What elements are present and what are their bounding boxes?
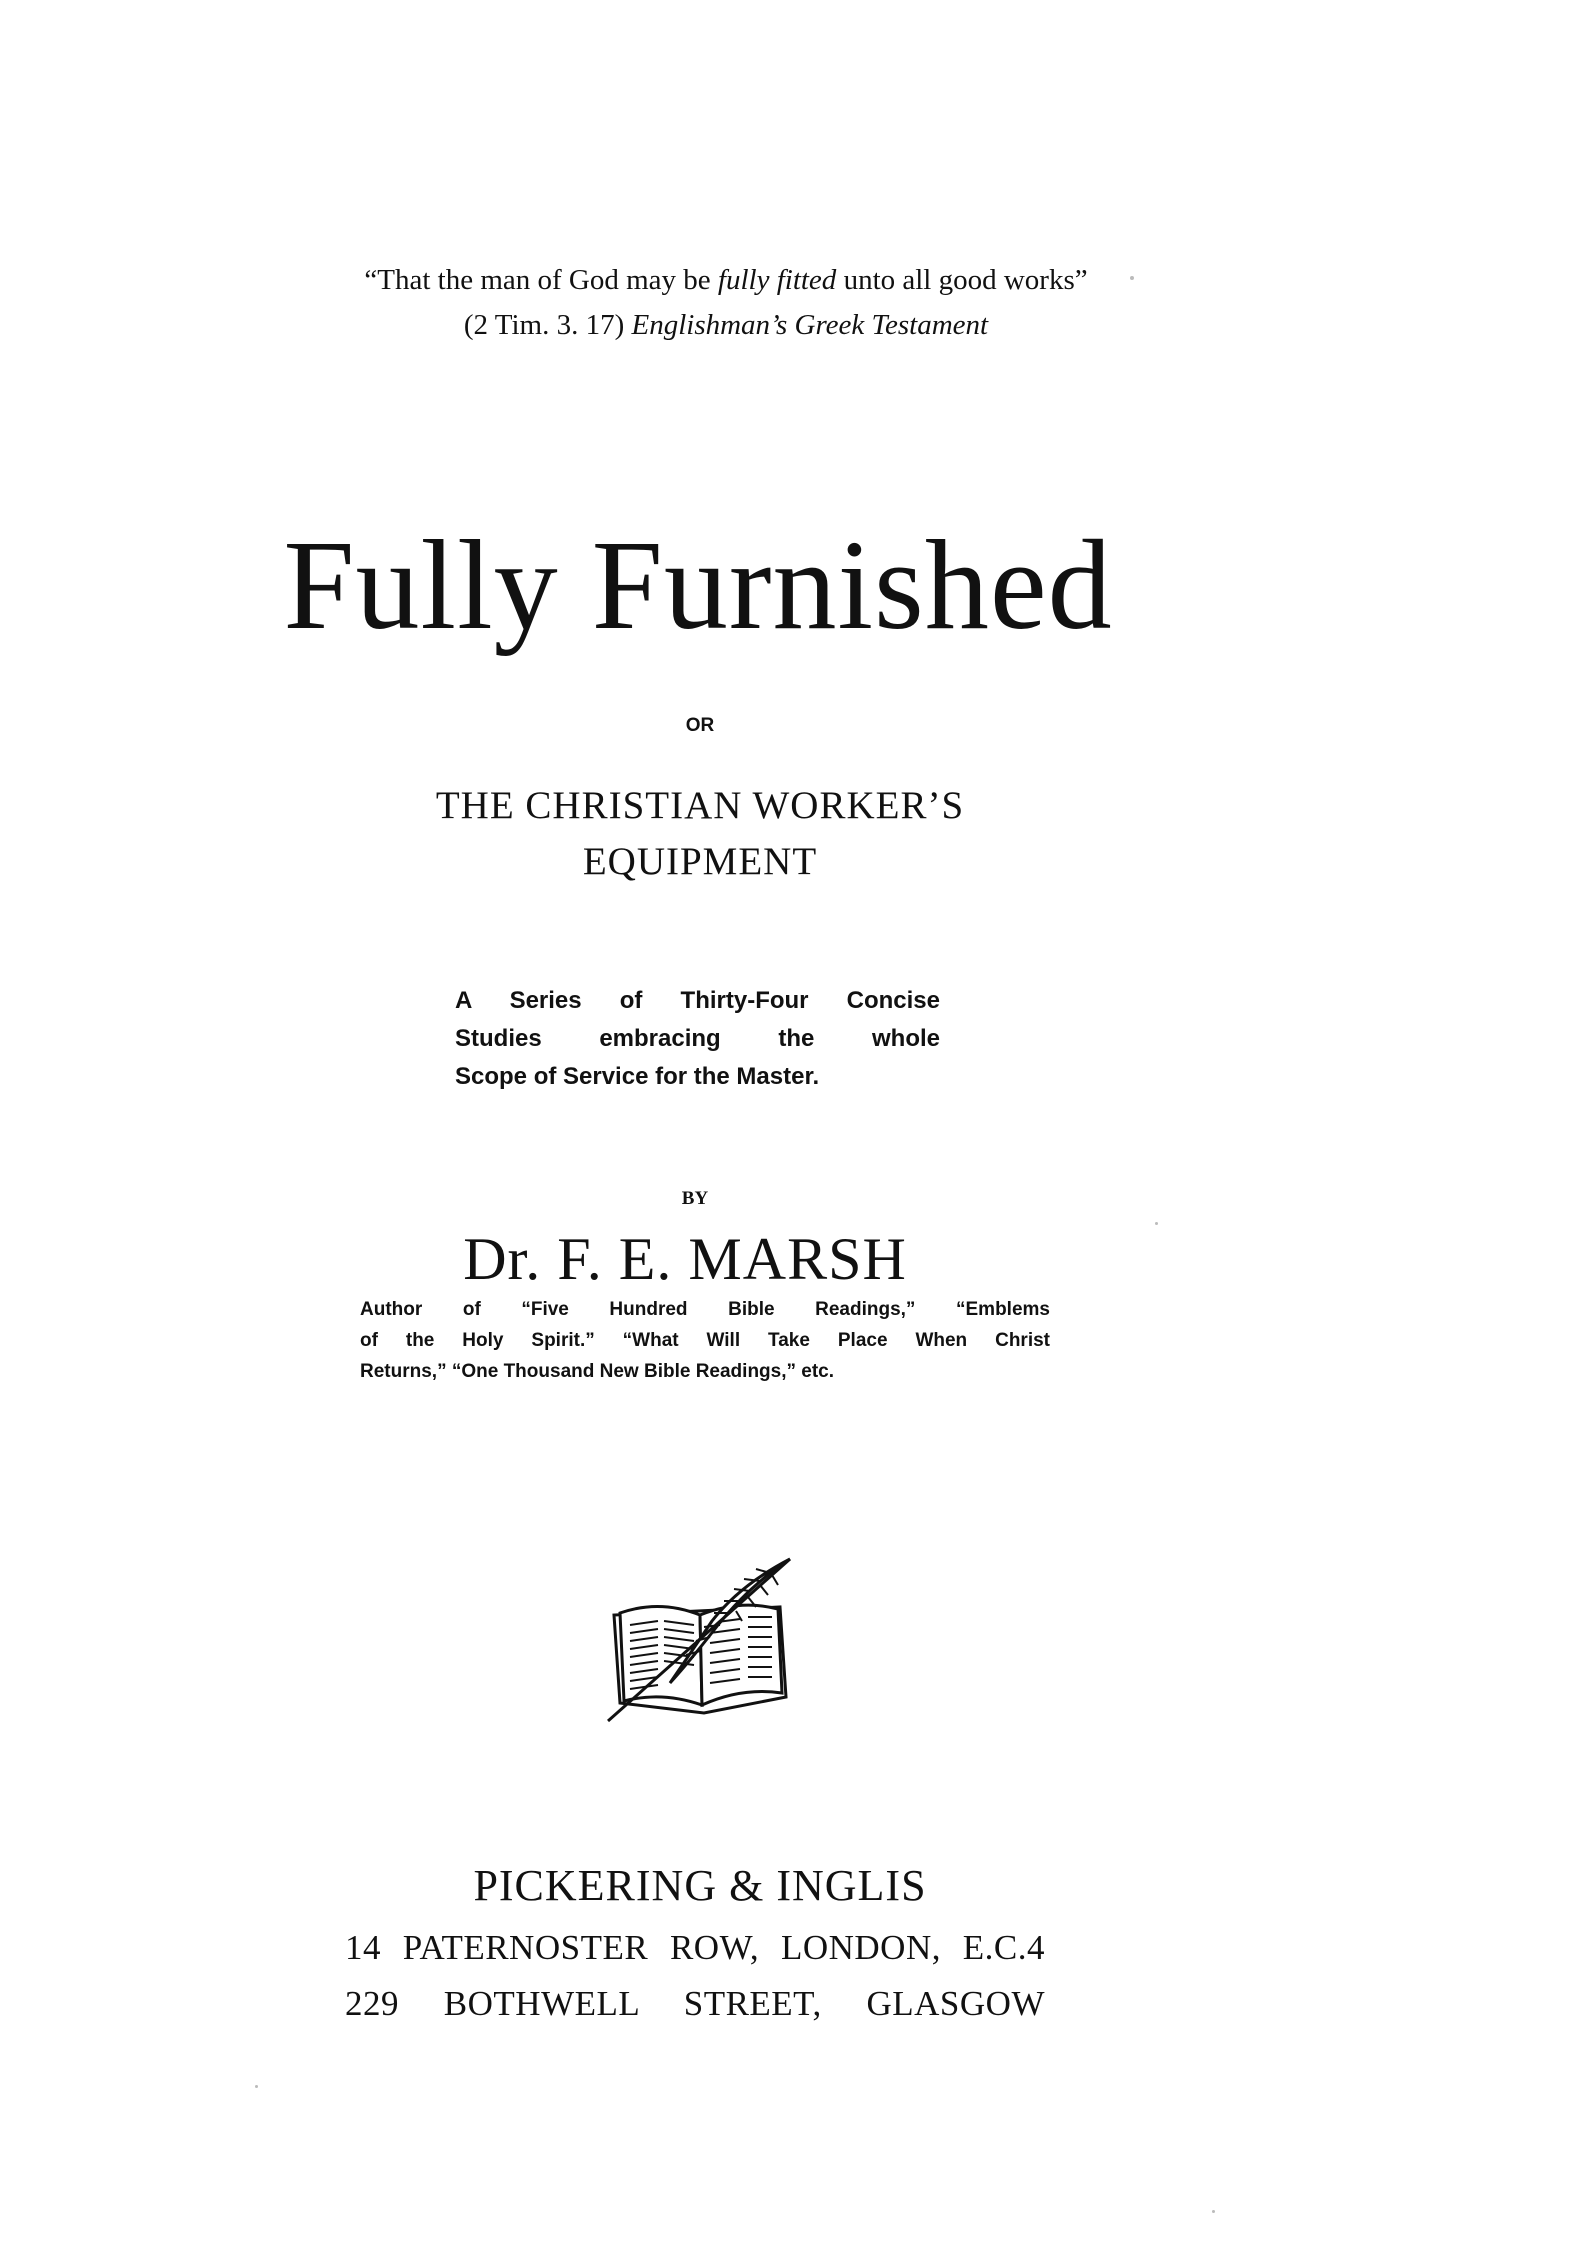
publisher-address-1: 14 PATERNOSTER ROW, LONDON, E.C.4 xyxy=(345,1928,1045,1967)
scan-speck xyxy=(1130,276,1134,280)
epigraph-line-2 xyxy=(226,303,1226,348)
author-works-line-2: of the Holy Spirit.” “What Will Take Place When Christ xyxy=(360,1330,1050,1351)
description-line-1: A Series of Thirty-Four Concise xyxy=(455,987,940,1014)
description-line-3: Scope of Service for the Master. xyxy=(455,1063,820,1090)
book-title: Fully Furnished xyxy=(283,514,1113,656)
epigraph-text: “That the man of God may be xyxy=(364,264,718,296)
scan-speck xyxy=(1155,1222,1158,1225)
author-works-line-3: Returns,” “One Thousand New Bible Readings,” etc. xyxy=(360,1361,835,1382)
description-line-2: Studies embracing the whole xyxy=(455,1025,940,1052)
scan-speck xyxy=(255,2085,258,2088)
publisher-address-2: 229 BOTHWELL STREET, GLASGOW xyxy=(345,1984,1045,2023)
epigraph-reference: (2 Tim. 3. 17) xyxy=(463,309,632,341)
by-label: BY xyxy=(681,1188,709,1209)
publisher-name: PICKERING & INGLIS xyxy=(473,1861,927,1910)
author-works-line-1: Author of “Five Hundred Bible Readings,” “Emblems xyxy=(360,1299,1050,1320)
book-subtitle xyxy=(340,778,1060,890)
epigraph xyxy=(226,258,1226,348)
author-name: Dr. F. E. MARSH xyxy=(463,1226,907,1292)
subtitle-line-2: EQUIPMENT xyxy=(582,840,818,883)
epigraph-source: Englishman’s Greek Testament xyxy=(631,309,989,341)
book-description xyxy=(455,982,940,1096)
scan-speck xyxy=(1212,2210,1215,2213)
epigraph-text: unto all good works” xyxy=(836,264,1088,296)
epigraph-line-1 xyxy=(226,258,1226,303)
author-works xyxy=(360,1294,1050,1387)
epigraph-italic: fully fitted xyxy=(717,264,837,296)
subtitle-line-1: THE CHRISTIAN WORKER’S xyxy=(435,784,965,827)
or-label: OR xyxy=(685,715,715,736)
open-book-with-quill-icon xyxy=(600,1555,800,1725)
